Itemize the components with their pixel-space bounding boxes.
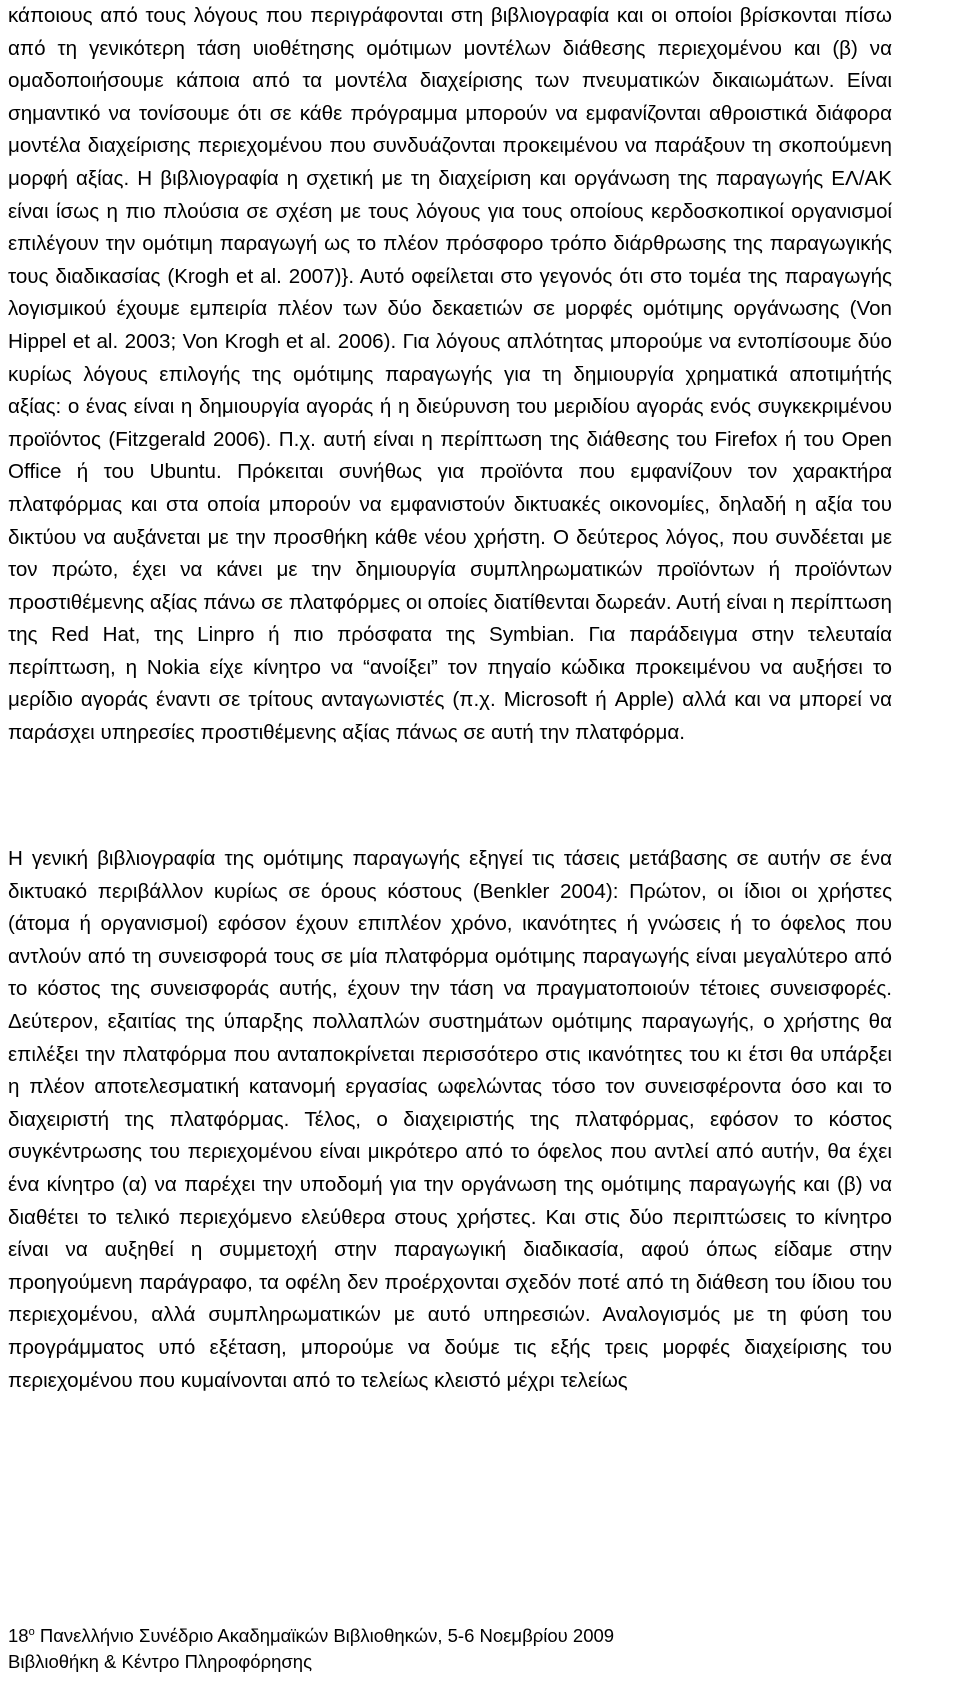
footer-conference-title: Πανελλήνιο Συνέδριο Ακαδημαϊκών Βιβλιοθηκών, 5-6 Νοεμβρίου 2009 [39,1625,615,1646]
footer-conference-line [8,1623,908,1649]
footer-edition-number: 18 [8,1625,29,1646]
footer-ordinal-superscript: ο [28,1626,35,1638]
body-paragraph-2: Η γενική βιβλιογραφία της ομότιμης παραγωγής εξηγεί τις τάσεις μετάβασης σε αυτήν σε ένα δικτυακό περιβάλλον κυρίως σε όρους κόστους (Benkler 2004): Πρώτον, οι ίδιοι οι χρήστες (άτομα ή οργανισμοί) εφόσον έχουν επιπλέον χρόνο, ικανότητες ή γνώσεις ή το όφελος που αντλούν από τη συνεισφορά τους σε μία πλατφόρμα ομότιμης παραγωγής είναι μεγαλύτερο από το κόστος της συνεισφοράς αυτής, έχουν την τάση να πραγματοποιούν τέτοιες συνεισφορές. Δεύτερον, εξαιτίας της ύπαρξης πολλαπλών συστημάτων ομότιμης παραγωγής, ο χρήστης θα επιλέξει την πλατφόρμα που ανταποκρίνεται περισσότερο στις ικανότητες του κι έτσι θα υπάρξει η πλέον αποτελεσματική κατανομή εργασίας ωφελώντας τόσο τον συνεισφέροντα όσο και το διαχειριστή της πλατφόρμας. Τέλος, ο διαχειριστής της πλατφόρμας, εφόσον το κόστος συγκέντρωσης του περιεχομένου είναι μικρότερο από το όφελος που αντλεί από αυτήν, θα έχει ένα κίνητρο (α) να παρέχει την υποδομή για την οργάνωση της ομότιμης παραγωγής και (β) να διαθέτει το τελικό περιεχόμενο ελεύθερα στους χρήστες. Και στις δύο περιπτώσεις το κίνητρο είναι να αυξηθεί η συμμετοχή στην παραγωγική διαδικασία, αφού όπως είδαμε στην προηγούμενη παράγραφο, τα οφέλη δεν προέρχονται σχεδόν ποτέ από τη διάθεση του ίδιου του περιεχομένου, αλλά συμπληρωματικών με αυτό υπηρεσιών. Αναλογισμός με τη φύση του προγράμματος υπό εξέταση, μπορούμε να δούμε τις εξής τρεις μορφές διαχείρισης του περιεχομένου που κυμαίνονται από το τελείως κλειστό μέχρι τελείως [8,847,892,1392]
page-footer [8,1623,908,1675]
body-paragraph-1: κάποιους από τους λόγους που περιγράφονται στη βιβλιογραφία και οι οποίοι βρίσκονται πίσω από τη γενικότερη τάση υιοθέτησης ομότιμων μοντέλων διάθεσης περιεχομένου και (β) να ομαδοποιήσουμε κάποια από τα μοντέλα διαχείρισης των πνευματικών δικαιωμάτων. Είναι σημαντικό να τονίσουμε ότι σε κάθε πρόγραμμα μπορούν να εμφανίζονται αθροιστικά διάφορα μοντέλα διαχείρισης περιεχομένου που συνδυάζονται προκειμένου να παράξουν τη σκοπούμενη μορφή αξίας. Η βιβλιογραφία η σχετική με τη διαχείριση και οργάνωση της παραγωγής ΕΛ/ΑΚ είναι ίσως η πιο πλούσια σε σχέση με τους λόγους για τους οποίους κερδοσκοπικοί οργανισμοί επιλέγουν την ομότιμη παραγωγή ως το πλέον πρόσφορο τρόπο διάρθρωσης της παραγωγικής τους διαδικασίας (Krogh et al. 2007)}. Αυτό οφείλεται στο γεγονός ότι στο τομέα της παραγωγής λογισμικού έχουμε εμπειρία πλέον των δύο δεκαετιών σε μορφές ομότιμης οργάνωσης (Von Hippel et al. 2003; Von Krogh et al. 2006). Για λόγους απλότητας μπορούμε να εντοπίσουμε δύο κυρίως λόγους επιλογής της ομότιμης παραγωγής για τη δημιουργία χρηματικά αποτιμήτής αξίας: ο ένας είναι η δημιουργία αγοράς ή η διεύρυνση του μεριδίου αγοράς ενός συγκεκριμένου προϊόντος (Fitzgerald 2006). Π.χ. αυτή είναι η περίπτωση της διάθεσης του Firefox ή του Open Office ή του Ubuntu. Πρόκειται συνήθως για προϊόντα που εμφανίζουν τον χαρακτήρα πλατφόρμας και στα οποία μπορούν να εμφανιστούν δικτυακές οικονομίες, δηλαδή η αξία του δικτύου να αυξάνεται με την προσθήκη κάθε νέου χρήστη. Ο δεύτερος λόγος, που συνδέεται με τον πρώτο, έχει να κάνει με την δημιουργία συμπληρωματικών προϊόντων ή προϊόντων προστιθέμενης αξίας πάνω σε πλατφόρμες οι οποίες διατίθενται δωρεάν. Αυτή είναι η περίπτωση της Red Hat, της Linpro ή πιο πρόσφατα της Symbian. Για παράδειγμα στην τελευταία περίπτωση, η Nokia είχε κίνητρο να “ανοίξει” τον πηγαίο κώδικα προκειμένου να αυξήσει το μερίδιο αγοράς έναντι σε τρίτους ανταγωνιστές (π.χ. Microsoft ή Apple) αλλά και να μπορεί να παράσχει υπηρεσίες προστιθέμενης αξίας πάνως σε αυτή την πλατφόρμα. [8,4,892,745]
footer-organization: Βιβλιοθήκη & Κέντρο Πληροφόρησης [8,1651,313,1672]
